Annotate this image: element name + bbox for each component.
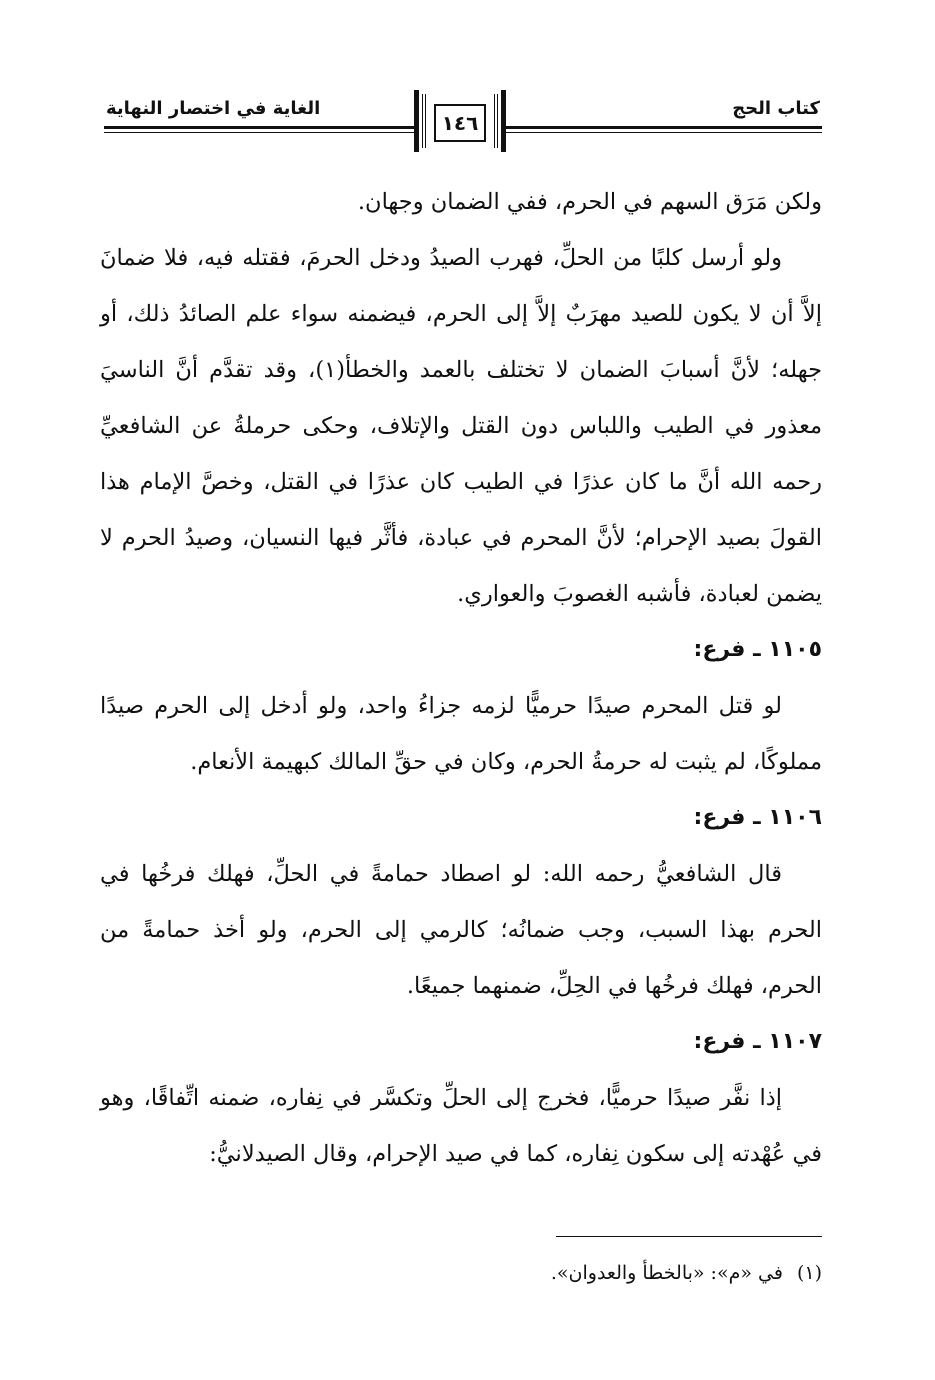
section-heading-1107: ١١٠٧ ـ فرع: bbox=[693, 1029, 822, 1054]
frame-bar-left bbox=[414, 90, 419, 152]
paragraph-3: لو قتل المحرم صيدًا حرميًّا لزمه جزاءُ واحد، ولو أدخل إلى الحرم صيدًا مملوكًا، لم يثبت له حرمةُ الحرم، وكان في حقِّ المالك كبهيمة الأنعام. bbox=[100, 693, 822, 775]
footnote-separator bbox=[556, 1236, 822, 1237]
paragraph-5: إذا نفَّر صيدًا حرميًّا، فخرج إلى الحلِّ وتكسَّر في نِفاره، ضمنه اتِّفاقًا، وهو في عُهْدته إلى سكون نِفاره، كما في صيد الإحرام، وقال الصيدلانيُّ: bbox=[100, 1085, 822, 1167]
frame-bar-right bbox=[501, 90, 506, 152]
main-text bbox=[100, 174, 822, 1182]
paragraph-4: قال الشافعيُّ رحمه الله: لو اصطاد حمامةً في الحلِّ، فهلك فرخُها في الحرم بهذا السبب، وجب ضمانُه؛ كالرمي إلى الحرم، ولو أخذ حمامةً من الحرم، فهلك فرخُها في الحِلِّ، ضمنهما جميعًا. bbox=[100, 861, 822, 999]
footnote-number: (١) bbox=[796, 1262, 822, 1284]
footnote bbox=[551, 1258, 822, 1288]
running-head-section: كتاب الحج bbox=[732, 98, 820, 119]
paragraph-1: ولكن مَرَق السهم في الحرم، ففي الضمان وجهان. bbox=[357, 189, 822, 215]
section-heading-1105: ١١٠٥ ـ فرع: bbox=[693, 637, 822, 662]
section-heading-1106: ١١٠٦ ـ فرع: bbox=[693, 805, 822, 830]
running-head-title: الغاية في اختصار النهاية bbox=[106, 98, 321, 119]
paragraph-2: ولو أرسل كلبًا من الحلِّ، فهرب الصيدُ ودخل الحرمَ، فقتله فيه، فلا ضمانَ إلاَّ أن لا يكون للصيد مهرَبٌ إلاَّ إلى الحرم، فيضمنه سواء علم الصائدُ ذلك، أو جهله؛ لأنَّ أسبابَ الضمان لا تختلف بالعمد والخطأ(١)، وقد تقدَّم أنَّ الناسيَ معذور في الطيب واللباس دون القتل والإتلاف، وحكى حرملةُ عن الشافعيِّ رحمه الله أنَّ ما كان عذرًا في الطيب كان عذرًا في القتل، وخصَّ الإمام هذا القولَ بصيد الإحرام؛ لأنَّ المحرم في عبادة، فأثَّر فيها النسيان، وصيدُ الحرم لا يضمن لعبادة، فأشبه الغصوبَ والعواري. bbox=[100, 245, 822, 607]
page-header bbox=[104, 90, 822, 160]
page-number-frame bbox=[414, 90, 506, 152]
footnote-text: في «م»: «بالخطأ والعدوان». bbox=[550, 1262, 783, 1284]
page-number: ١٤٦ bbox=[434, 104, 486, 142]
